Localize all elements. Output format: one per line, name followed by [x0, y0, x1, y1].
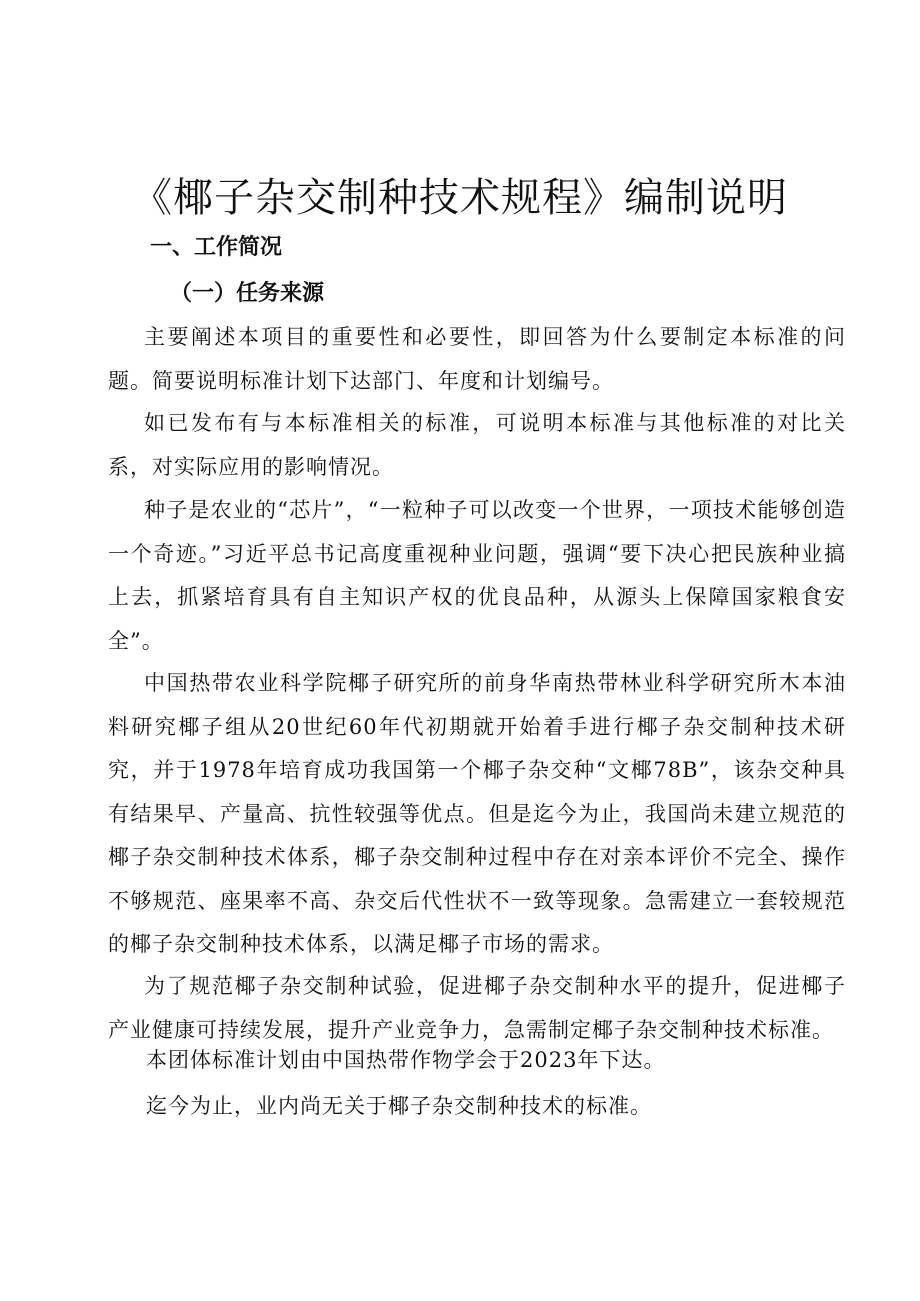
- paragraph: 本团体标准计划由中国热带作物学会于2023年下达。: [146, 1048, 666, 1072]
- section-heading-work-overview: 一、工作简况: [150, 235, 283, 260]
- paragraph: 如已发布有与本标准相关的标准，可说明本标准与其他标准的对比关系，对实际应用的影响情况。: [108, 411, 846, 479]
- paragraph: 中国热带农业科学院椰子研究所的前身华南热带林业科学研究所木本油料研究椰子组从20世纪60年代初期就开始着手进行椰子杂交制种技术研究，并于1978年培育成功我国第一个椰子杂交种“文椰78B”，该杂交种具有结果早、产量高、抗性较强等优点。但是迄今为止，我国尚未建立规范的椰子杂交制种技术体系，椰子杂交制种过程中存在对亲本评价不完全、操作不够规范、座果率不高、杂交后代性状不一致等现象。急需建立一套较规范的椰子杂交制种技术体系，以满足椰子市场的需求。: [108, 671, 846, 956]
- document-title: 《椰子杂交制种技术规程》编制说明: [132, 175, 788, 221]
- paragraph: 种子是农业的“芯片”，“一粒种子可以改变一个世界，一项技术能够创造一个奇迹。”习近平总书记高度重视种业问题，强调“要下决心把民族种业搞上去，抓紧培育具有自主知识产权的优良品种，从源头上保障国家粮食安全”。: [108, 498, 846, 653]
- paragraph: 迄今为止，业内尚无关于椰子杂交制种技术的标准。: [146, 1094, 652, 1118]
- paragraph: 为了规范椰子杂交制种试验，促进椰子杂交制种水平的提升，促进椰子产业健康可持续发展，提升产业竞争力，急需制定椰子杂交制种技术标准。: [108, 974, 846, 1042]
- subsection-heading-task-source: （一）任务来源: [170, 281, 325, 306]
- paragraph: 主要阐述本项目的重要性和必要性，即回答为什么要制定本标准的问题。简要说明标准计划下达部门、年度和计划编号。: [108, 325, 846, 393]
